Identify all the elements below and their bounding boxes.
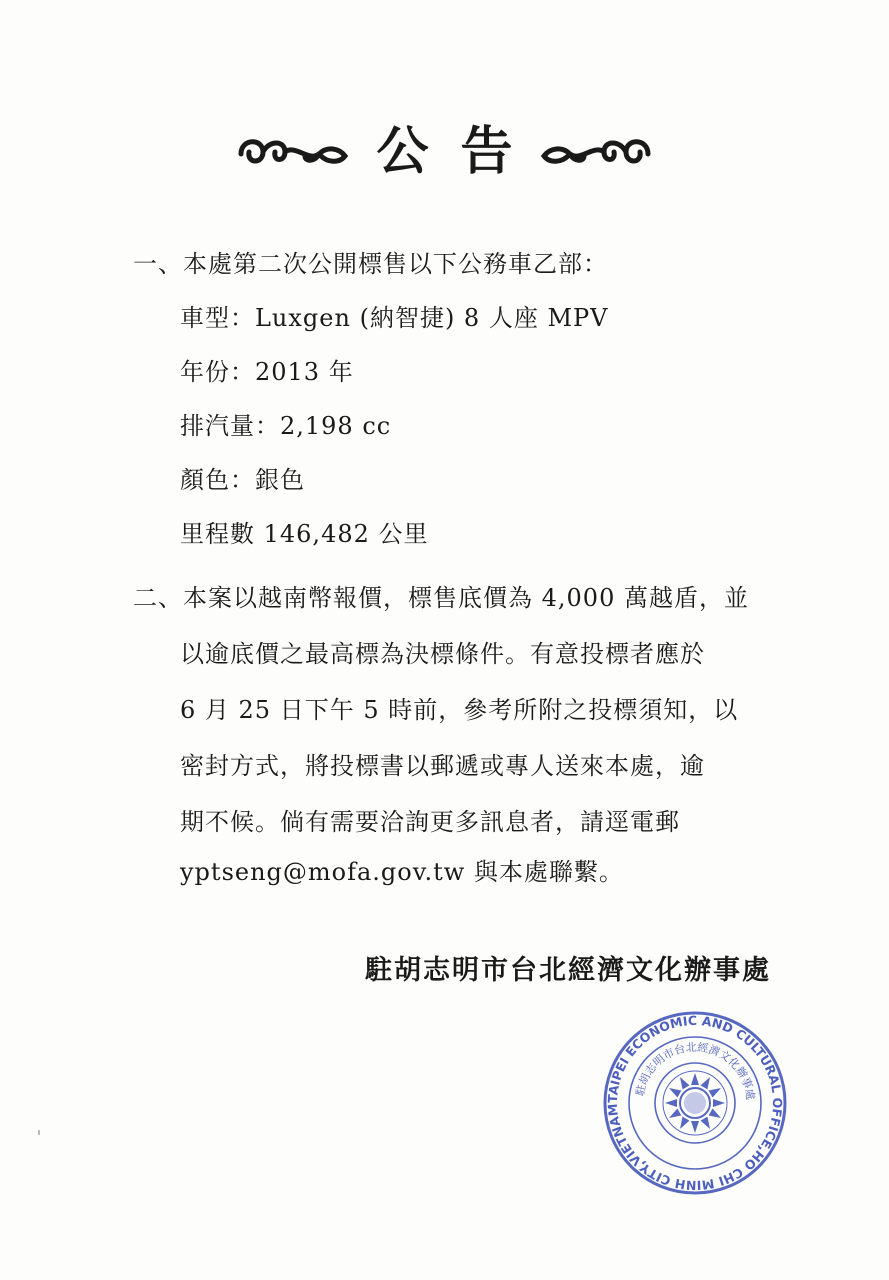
scan-speck bbox=[38, 1130, 40, 1135]
section2-line-3: 6 月 25 日下午 5 時前，參考所附之投標須知，以 bbox=[180, 696, 739, 724]
section2-line-1: 二、本案以越南幣報價，標售底價為 4,000 萬越盾，並 bbox=[133, 584, 749, 612]
title-row bbox=[0, 112, 889, 192]
notice-title: 公告 bbox=[376, 122, 545, 182]
section1-heading: 一、本處第二次公開標售以下公務車乙部： bbox=[133, 250, 608, 278]
left-flourish-ornament bbox=[235, 132, 350, 172]
vehicle-displacement: 排汽量：2,198 cc bbox=[180, 412, 392, 440]
svg-text:駐胡志明市台北經濟文化辦事處: 駐胡志明市台北經濟文化辦事處 bbox=[633, 1040, 758, 1101]
vehicle-year: 年份：2013 年 bbox=[180, 358, 354, 386]
svg-text:TAIPEI ECONOMIC AND CULTURAL O: TAIPEI ECONOMIC AND CULTURAL OFFICE,HO CHI MINH CITY,VIETNAM bbox=[604, 1012, 786, 1194]
section2-line-2: 以逾底價之最高標為決標條件。有意投標者應於 bbox=[180, 640, 705, 668]
right-flourish-ornament bbox=[539, 132, 654, 172]
section2-line-5: 期不候。倘有需要洽詢更多訊息者，請逕電郵 bbox=[180, 808, 680, 836]
vehicle-model: 車型：Luxgen (納智捷) 8 人座 MPV bbox=[180, 304, 609, 332]
section2-line-4: 密封方式，將投標書以郵遞或專人送來本處，逾 bbox=[180, 752, 705, 780]
office-signature: 駐胡志明市台北經濟文化辦事處 bbox=[365, 955, 771, 986]
official-seal-stamp bbox=[602, 1010, 788, 1196]
vehicle-mileage: 里程數 146,482 公里 bbox=[180, 520, 429, 548]
contact-email-line: yptseng@mofa.gov.tw 與本處聯繫。 bbox=[180, 858, 624, 886]
vehicle-color: 顏色：銀色 bbox=[180, 466, 305, 494]
